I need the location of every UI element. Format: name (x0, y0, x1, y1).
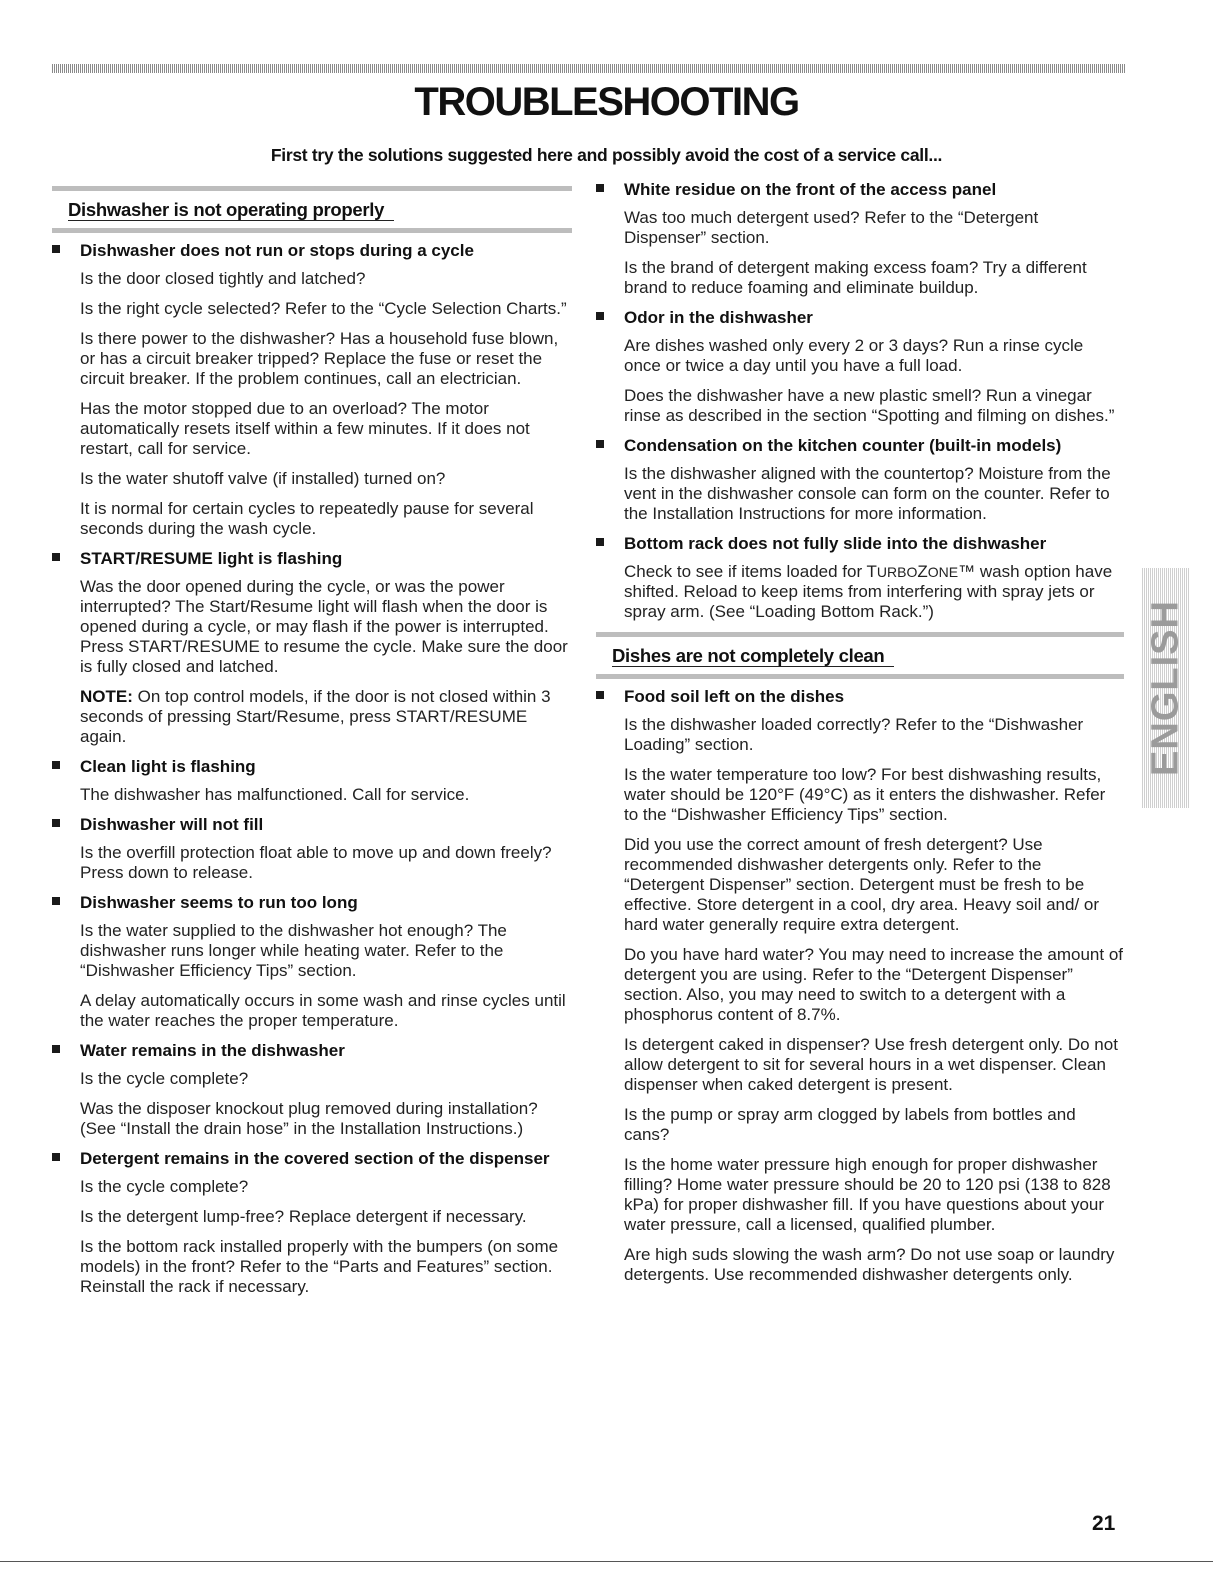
paragraph: Is the water supplied to the dishwasher hot enough? The dishwasher runs longer while heating water. Refer to the “Dishwasher Efficiency Tips” section. (80, 921, 507, 980)
paragraph: Is detergent caked in dispenser? Use fresh detergent only. Do not allow detergent to sit for several hours in a wet dispenser. Clean dispenser when caked detergent is present. (624, 1035, 1118, 1094)
paragraph: Is the door closed tightly and latched? (80, 269, 366, 288)
item-title: Condensation on the kitchen counter (built-in models) (624, 436, 1062, 455)
paragraph: Is the right cycle selected? Refer to the “Cycle Selection Charts.” (80, 299, 567, 318)
note-text: On top control models, if the door is not closed within 3 seconds of pressing Start/Resume, press START/RESUME again. (80, 687, 551, 746)
item-title: Bottom rack does not fully slide into the dishwasher (624, 534, 1047, 553)
page-number: 21 (1092, 1512, 1116, 1535)
paragraph: Is the brand of detergent making excess foam? Try a different brand to reduce foaming and eliminate buildup. (624, 258, 1087, 297)
item-food-soil (596, 687, 1124, 1285)
bullet-icon (52, 761, 60, 769)
paragraph: Did you use the correct amount of fresh detergent? Use recommended dishwasher detergents only. Refer to the “Detergent Dispenser” section. Detergent must be fresh to be effective. Store detergent in a cool, dry area. Heavy soil and/ or hard water generally require extra detergent. (624, 835, 1100, 934)
left-column (52, 186, 572, 1307)
paragraph: It is normal for certain cycles to repeatedly pause for several seconds during the wash cycle. (80, 499, 534, 538)
paragraph: Was too much detergent used? Refer to the “Detergent Dispenser” section. (624, 208, 1039, 247)
item-will-not-fill (52, 815, 572, 883)
paragraph: Is the pump or spray arm clogged by labels from bottles and cans? (624, 1105, 1076, 1144)
paragraph: Is there power to the dishwasher? Has a household fuse blown, or has a circuit breaker tripped? Replace the fuse or reset the circuit breaker. If the problem continues, call an electrician. (80, 329, 559, 388)
item-title: Dishwasher does not run or stops during a cycle (80, 241, 474, 260)
right-column (596, 180, 1124, 1295)
paragraph: Is the water shutoff valve (if installed) turned on? (80, 469, 446, 488)
paragraph: Is the bottom rack installed properly with the bumpers (on some models) in the front? Refer to the “Parts and Features” section. Reinstall the rack if necessary. (80, 1237, 559, 1296)
item-detergent-remains (52, 1149, 572, 1297)
item-title: White residue on the front of the access panel (624, 180, 997, 199)
paragraph: Is the overfill protection float able to move up and down freely? Press down to release. (80, 843, 552, 882)
bullet-icon (52, 819, 60, 827)
paragraph: Do you have hard water? You may need to increase the amount of detergent you are using. Refer to the “Detergent Dispenser” section. Also, you may need to switch to a detergent with a phosphorus content of 8.7%. (624, 945, 1123, 1024)
bullet-icon (52, 1045, 60, 1053)
bullet-icon (596, 691, 604, 699)
page-subtitle: First try the solutions suggested here and possibly avoid the cost of a service call... (270, 145, 943, 165)
language-side-tab (1142, 568, 1190, 808)
item-title: Food soil left on the dishes (624, 687, 845, 706)
paragraph: Are dishes washed only every 2 or 3 days? Run a rinse cycle once or twice a day until you have a full load. (624, 336, 1084, 375)
bullet-icon (596, 538, 604, 546)
bullet-icon (596, 184, 604, 192)
section-heading-operating: Dishwasher is not operating properly (52, 186, 572, 233)
item-odor (596, 308, 1124, 426)
paragraph: The dishwasher has malfunctioned. Call for service. (80, 785, 470, 804)
page-title: TROUBLESHOOTING (414, 80, 799, 124)
paragraph: Is the detergent lump-free? Replace detergent if necessary. (80, 1207, 527, 1226)
bottom-rule (0, 1561, 1213, 1562)
item-water-remains (52, 1041, 572, 1139)
paragraph: Does the dishwasher have a new plastic smell? Run a vinegar rinse as described in the section “Spotting and filming on dishes.” (624, 386, 1115, 425)
item-condensation (596, 436, 1124, 524)
note-label: NOTE: (80, 687, 133, 706)
note-paragraph (80, 687, 572, 747)
paragraph: Is the dishwasher aligned with the countertop? Moisture from the vent in the dishwasher console can form on the counter. Refer to the Installation Instructions for more information. (624, 464, 1111, 523)
item-title: Water remains in the dishwasher (80, 1041, 345, 1060)
item-white-residue (596, 180, 1124, 298)
bullet-icon (596, 440, 604, 448)
paragraph: Is the home water pressure high enough for proper dishwasher filling? Home water pressure should be 20 to 120 psi (138 to 828 kPa) for proper dishwasher fill. If you have questions about your water pressure, call a licensed, qualified plumber. (624, 1155, 1111, 1234)
paragraph: Was the disposer knockout plug removed during installation? (See “Install the drain hose” in the Installation Instructions.) (80, 1099, 538, 1138)
paragraph: A delay automatically occurs in some wash and rinse cycles until the water reaches the proper temperature. (80, 991, 566, 1030)
paragraph: Is the cycle complete? (80, 1069, 249, 1088)
item-title: Odor in the dishwasher (624, 308, 813, 327)
item-runs-too-long (52, 893, 572, 1031)
item-title: Clean light is flashing (80, 757, 256, 776)
item-not-run (52, 241, 572, 539)
top-rule (52, 64, 1126, 73)
bullet-icon (596, 312, 604, 320)
item-title: Dishwasher seems to run too long (80, 893, 358, 912)
bullet-icon (52, 1153, 60, 1161)
item-title: START/RESUME light is flashing (80, 549, 343, 568)
paragraph: Is the cycle complete? (80, 1177, 249, 1196)
bullet-icon (52, 897, 60, 905)
item-bottom-rack (596, 534, 1124, 622)
paragraph: Has the motor stopped due to an overload? The motor automatically resets itself within a few minutes. If it does not restart, call for service. (80, 399, 530, 458)
item-title: Detergent remains in the covered section of the dispenser (80, 1149, 550, 1168)
section-heading-clean: Dishes are not completely clean (596, 632, 1124, 679)
paragraph: Was the door opened during the cycle, or was the power interrupted? The Start/Resume light will flash when the door is opened during a cycle, or may flash if the power is interrupted. Press START/RESUME to resume the cycle. Make sure the door is fully closed and latched. (80, 577, 568, 676)
bullet-icon (52, 553, 60, 561)
side-tab-label: ENGLISH (1144, 600, 1187, 776)
paragraph: Is the dishwasher loaded correctly? Refer to the “Dishwasher Loading” section. (624, 715, 1084, 754)
paragraph: Check to see if items loaded for TURBOZONE™ wash option have shifted. Reload to keep items from interfering with spray jets or spray arm. (See “Loading Bottom Rack.”) (624, 562, 1113, 621)
item-clean-light (52, 757, 572, 805)
item-start-resume-flashing (52, 549, 572, 747)
paragraph: Are high suds slowing the wash arm? Do not use soap or laundry detergents. Use recommended dishwasher detergents only. (624, 1245, 1115, 1284)
item-title: Dishwasher will not fill (80, 815, 264, 834)
bullet-icon (52, 245, 60, 253)
paragraph: Is the water temperature too low? For best dishwashing results, water should be 120°F (49°C) as it enters the dishwasher. Refer to the “Dishwasher Efficiency Tips” section. (624, 765, 1106, 824)
